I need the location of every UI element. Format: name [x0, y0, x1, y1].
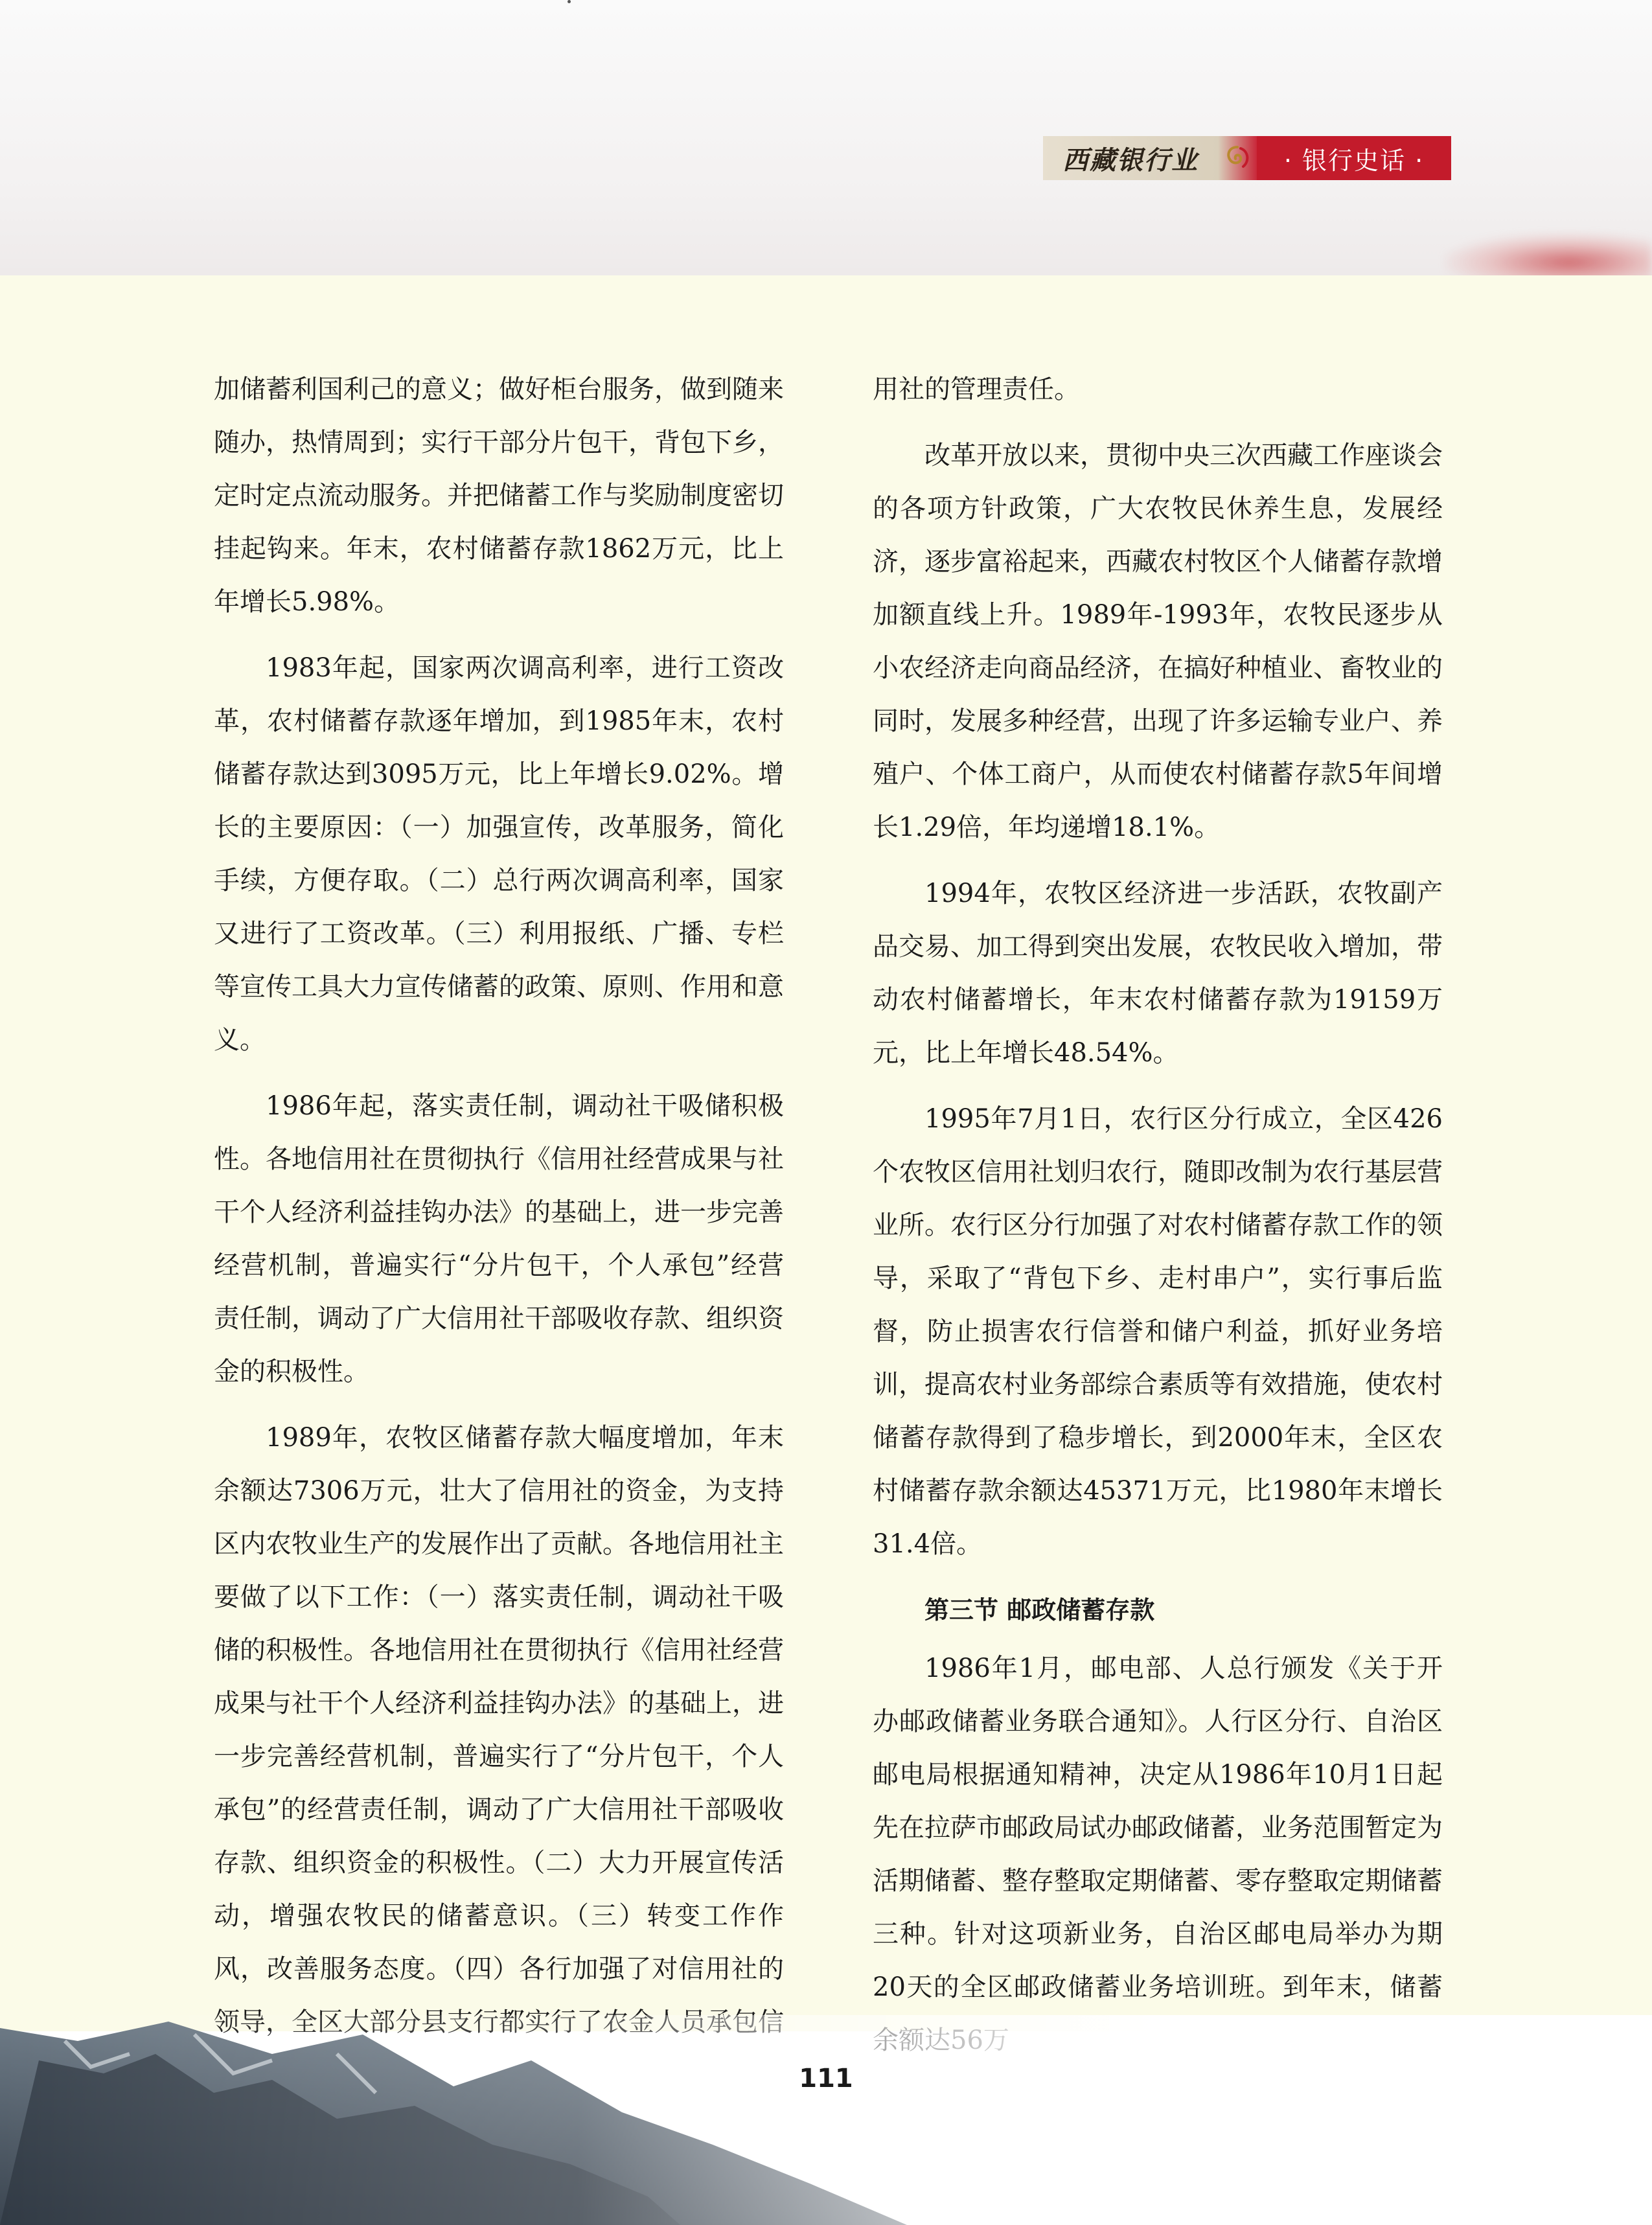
paragraph: 1989年，农牧区储蓄存款大幅度增加，年末余额达7306万元，壮大了信用社的资金，为支持区内农牧业生产的发展作出了贡献。各地信用社主要做了以下工作：（一）落实责任制，调动社干吸储的积极性。各地信用社在贯彻执行《信用社经营成果与社干个人经济利益挂钩办法》的基础上，进一步完善经营机制，普遍实行了“分片包干，个人承包”的经营责任制，调动了广大信用社干部吸收存款、组织资金的积极性。（二）大力开展宣传活动，增强农牧民的储蓄意识。（三）转变工作作风，改善服务态度。（四）各行加强了对信用社的	[214, 1423, 784, 1984]
left-column	[214, 363, 784, 2062]
paragraph: 加储蓄利国利己的意义；做好柜台服务，做到随来随办，热情周到；实行干部分片包干，背包下乡，定时定点流动服务。并把储蓄工作与奖励制度密切挂起钩来。年末，农村储蓄存款1862万元，比上年增长5.98%。	[214, 375, 784, 617]
swirl-icon	[1218, 136, 1257, 180]
page-number: 111	[799, 2064, 853, 2093]
section-heading: 第三节 邮政储蓄存款	[924, 1596, 1155, 1624]
paragraph: 1995年7月1日，农行区分行成立，全区426个农牧区信用社划归农行，随即改制为农行基层营业所。农行区分行加强了对农村储蓄存款工作的领导，采取了“背包下乡、走村串户”，实行事后监督，防止损害农行信誉和储户利益，抓好业务培训，提高农村业务部综合素质等有效措施，使农村储蓄存款得到了稳步增长，到2000年末，全区农村储蓄存款余额达45371万元，比1980年末增长31.4倍。	[873, 1104, 1443, 1559]
top-dot	[568, 0, 571, 3]
paragraph: 1994年，农牧区经济进一步活跃，农牧副产品交易、加工得到突出发展，农牧民收入增加，带动农村储蓄增长，年末农村储蓄存款为19159万元，比上年增长48.54%。	[873, 879, 1443, 1068]
brand-bar	[1043, 136, 1451, 180]
right-column	[873, 363, 1443, 2080]
brand-logo: 西藏银行业	[1043, 136, 1218, 180]
paragraph: 改革开放以来，贯彻中央三次西藏工作座谈会的各项方针政策，广大农牧民休养生息，发展经济，逐步富裕起来，西藏农村牧区个人储蓄存款增加额直线上升。1989年-1993年，农牧民逐步从小农经济走向商品经济，在搞好种植业、畜牧业的同时，发展多种经营，出现了许多运输专业户、养殖户、个体工商户，从而使农村储蓄存款5年间增长1.29倍，年均递增18.1%。	[873, 441, 1443, 842]
paragraph: 1983年起，国家两次调高利率，进行工资改革，农村储蓄存款逐年增加，到1985年末，农村储蓄存款达到3095万元，比上年增长9.02%。增长的主要原因：（一）加强宣传，改革服务，简化手续，方便存取。（二）总行两次调高利率，国家又进行了工资改革。（三）利用报纸、广播、专栏等宣传工具大力宣传储蓄的政策、原则、作用和意义。	[214, 653, 784, 1055]
paragraph: 1986年1月，邮电部、人总行颁发《关于开办邮政储蓄业务联合通知》。人行区分行、自治区邮电局根据通知精神，决定从1986年10月1日起先在拉萨市邮政局试办邮政储蓄，业务范围暂定为活期储蓄、整存整取定期储蓄、零存整取定期储蓄三种。针对这项新业务，自治区邮电局举办为期20天的全区邮政储蓄业务培训班。到年末，储蓄	[873, 1654, 1443, 2002]
paragraph: 1986年起，落实责任制，调动社干吸储积极性。各地信用社在贯彻执行《信用社经营成果与社干个人经济利益挂钩办法》的基础上，进一步完善经营机制，普遍实行“分片包干，个人承包”经营责任制，调动了广大信用社干部吸收存款、组织资金的积极性。	[214, 1091, 784, 1387]
paragraph: 用社的管理责任。	[873, 375, 1080, 404]
section-label: · 银行史话 ·	[1257, 136, 1451, 180]
mountain-illustration	[0, 2015, 1652, 2225]
